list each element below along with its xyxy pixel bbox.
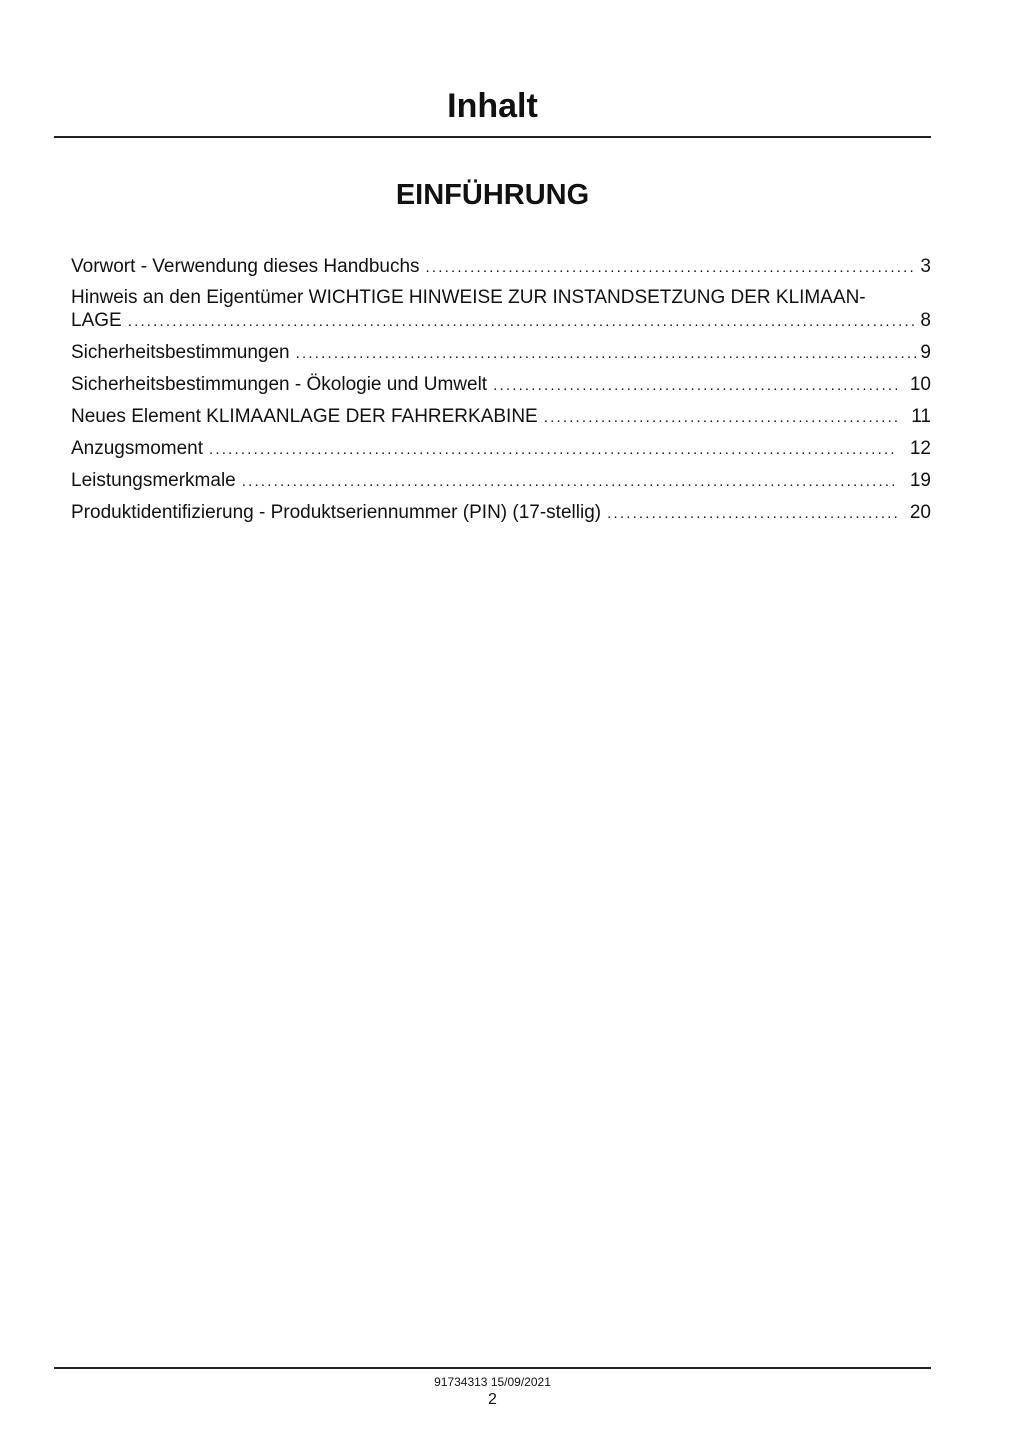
toc-entry-page: 12 — [909, 438, 931, 459]
toc-entry-oekologie-umwelt[interactable] — [71, 373, 931, 398]
toc-leader-dots — [128, 310, 917, 334]
footer-divider — [54, 1367, 931, 1369]
table-of-contents — [71, 255, 931, 533]
toc-entry-page: 10 — [909, 374, 931, 395]
toc-entry-anzugsmoment[interactable] — [71, 437, 931, 462]
toc-entry-title: Neues Element KLIMAANLAGE DER FAHRERKABINE — [71, 406, 538, 427]
toc-entry-page: 9 — [920, 342, 931, 363]
section-title: EINFÜHRUNG — [395, 179, 590, 211]
toc-entry-leistungsmerkmale[interactable] — [71, 469, 931, 494]
toc-entry-title: Leistungsmerkmale — [71, 470, 236, 491]
toc-item — [71, 287, 931, 334]
toc-item — [71, 255, 931, 280]
toc-item — [71, 501, 931, 526]
toc-leader-dots — [242, 470, 897, 494]
toc-entry-sicherheitsbestimmungen[interactable] — [71, 341, 931, 366]
toc-entry-produktidentifizierung[interactable] — [71, 501, 931, 526]
toc-entry-title: Vorwort - Verwendung dieses Handbuchs — [71, 256, 420, 277]
toc-item — [71, 405, 931, 430]
toc-entry-title: Produktidentifizierung - Produktseriennummer (PIN) (17-stellig) — [71, 502, 602, 523]
toc-entry-page: 20 — [909, 502, 931, 523]
toc-entry-title-line2: LAGE — [71, 310, 122, 331]
toc-entry-vorwort[interactable] — [71, 255, 931, 280]
toc-leader-dots — [296, 342, 917, 366]
toc-item — [71, 341, 931, 366]
toc-entry-page: 3 — [920, 256, 931, 277]
toc-entry-title-line1: Hinweis an den Eigentümer WICHTIGE HINWEISE ZUR INSTANDSETZUNG DER KLIMAAN- — [71, 287, 866, 308]
toc-entry-neues-element[interactable] — [71, 405, 931, 430]
toc-leader-dots — [426, 256, 917, 280]
toc-entry-page: 8 — [920, 310, 931, 331]
toc-entry-title: Sicherheitsbestimmungen - Ökologie und Umwelt — [71, 374, 488, 395]
toc-leader-dots — [209, 438, 897, 462]
toc-entry-page: 19 — [909, 470, 931, 491]
toc-item — [71, 373, 931, 398]
toc-item — [71, 469, 931, 494]
page-title: Inhalt — [447, 87, 538, 125]
footer-page-number: 2 — [488, 1391, 497, 1408]
toc-leader-dots — [607, 502, 897, 526]
header-divider — [54, 136, 931, 138]
toc-leader-dots — [544, 406, 897, 430]
toc-entry-title: Anzugsmoment — [71, 438, 204, 459]
toc-entry-hinweis-eigentuemer[interactable] — [71, 287, 931, 334]
toc-entry-page: 11 — [911, 406, 931, 427]
footer-document-reference: 91734313 15/09/2021 — [434, 1375, 551, 1389]
toc-entry-title: Sicherheitsbestimmungen — [71, 342, 290, 363]
toc-leader-dots — [493, 374, 897, 398]
toc-item — [71, 437, 931, 462]
